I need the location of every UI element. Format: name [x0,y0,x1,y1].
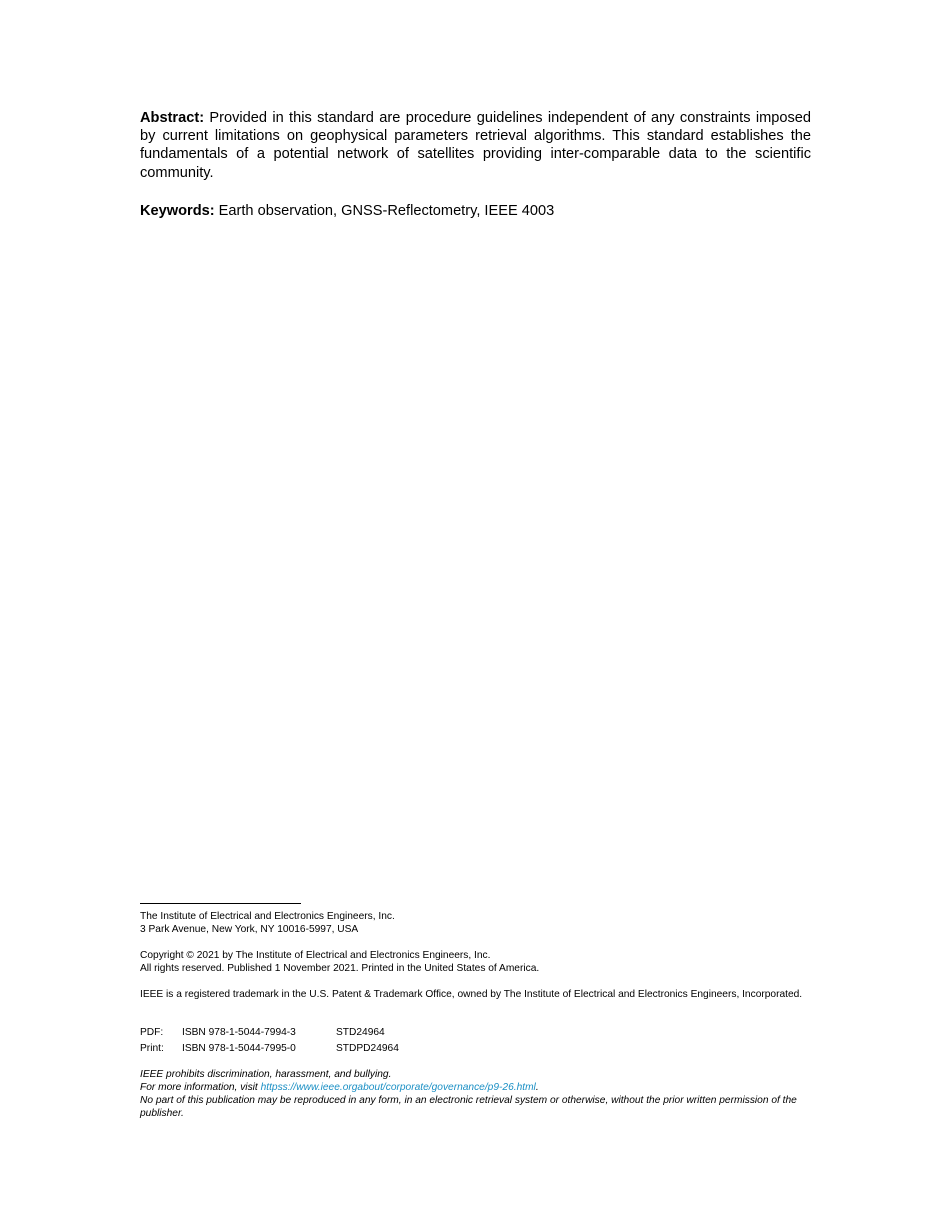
reproduction-notice: No part of this publication may be reproduced in any form, in an electronic retrieval system or otherwise, without the prior written permission of the publisher. [140,1095,797,1120]
governance-link[interactable]: httpss://www.ieee.orgabout/corporate/governance/p9-26.html [260,1082,536,1094]
abstract-label: Abstract: [140,110,205,126]
publisher-address: 3 Park Avenue, New York, NY 10016-5997, USA [140,924,359,936]
copyright-line-1: Copyright © 2021 by The Institute of Electrical and Electronics Engineers, Inc. [140,950,491,961]
copyright-block [140,949,812,975]
trademark-notice: IEEE is a registered trademark in the U.S. Patent & Trademark Office, owned by The Institute of Electrical and Electronics Engineers, Incorporated. [140,989,803,1000]
isbn-format: PDF: [140,1027,164,1038]
keywords-paragraph [140,202,811,220]
publisher-block [140,910,812,936]
discrimination-notice: IEEE prohibits discrimination, harassment, and bullying. [140,1069,392,1080]
footnote-divider [140,903,301,904]
legal-notice [140,1068,812,1120]
abstract-text: Provided in this standard are procedure guidelines independent of any constraints imposed by current limitations on geophysical parameters retrieval algorithms. This standard establishes the fundamentals of a potential network of satellites providing inter-comparable data to the scientific community. [140,110,811,181]
keywords-label: Keywords: [140,203,215,219]
isbn-number: ISBN 978-1-5044-7995-0 [182,1043,296,1054]
abstract-paragraph [140,109,811,182]
more-info-prefix: For more information, visit [140,1082,261,1094]
isbn-number: ISBN 978-1-5044-7994-3 [182,1027,296,1038]
isbn-code: STD24964 [336,1027,385,1038]
copyright-line-2: All rights reserved. Published 1 November 2021. Printed in the United States of America. [140,963,540,975]
isbn-code: STDPD24964 [336,1043,399,1054]
isbn-format: Print: [140,1043,164,1054]
more-info-suffix: . [535,1082,539,1094]
keywords-text: Earth observation, GNSS-Reflectometry, IEEE 4003 [214,203,555,219]
publisher-name: The Institute of Electrical and Electronics Engineers, Inc. [140,911,395,922]
